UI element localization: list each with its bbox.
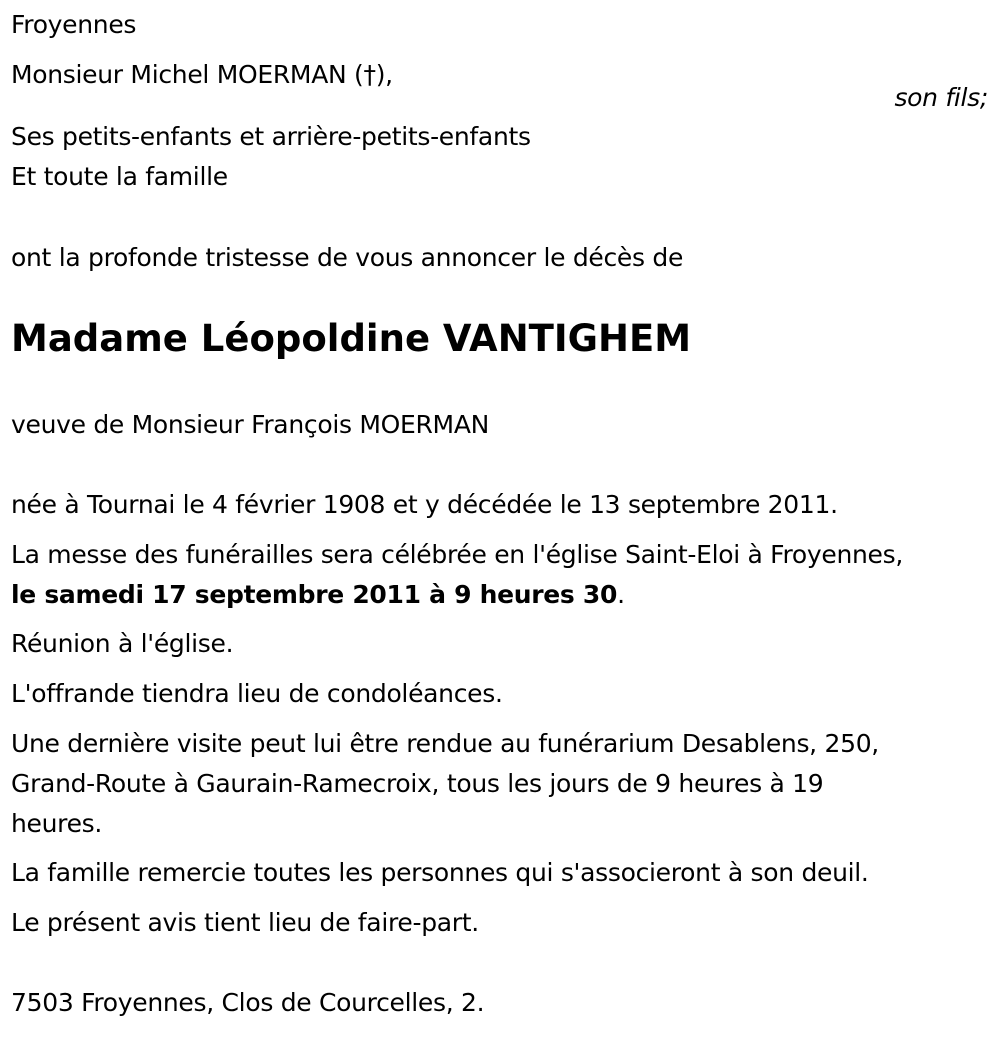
son-relation: son fils; xyxy=(894,83,988,112)
birth-death-line: née à Tournai le 4 février 1908 et y décédée le 13 septembre 2011. xyxy=(11,490,838,519)
mass-date: le samedi 17 septembre 2011 à 9 heures 30 xyxy=(11,580,618,609)
meeting-line: Réunion à l'église. xyxy=(11,629,234,658)
announcement-text: ont la profonde tristesse de vous annoncer le décès de xyxy=(11,243,684,272)
deceased-name: Madame Léopoldine VANTIGHEM xyxy=(11,317,692,360)
place-heading: Froyennes xyxy=(11,10,137,39)
grandchildren-line: Ses petits-enfants et arrière-petits-enfants xyxy=(11,122,531,151)
visit-line-1: Une dernière visite peut lui être rendue au funérarium Desablens, 250, xyxy=(11,729,879,758)
mass-date-line xyxy=(11,580,625,610)
family-line: Et toute la famille xyxy=(11,162,228,191)
visit-line-2: Grand-Route à Gaurain-Ramecroix, tous les jours de 9 heures à 19 xyxy=(11,769,824,798)
mass-date-end: . xyxy=(617,580,625,609)
son-name: Monsieur Michel MOERMAN (†), xyxy=(11,60,393,89)
visit-line-3: heures. xyxy=(11,809,103,838)
offering-line: L'offrande tiendra lieu de condoléances. xyxy=(11,679,503,708)
mass-line: La messe des funérailles sera célébrée en l'église Saint-Eloi à Froyennes, xyxy=(11,540,903,569)
address-line: 7503 Froyennes, Clos de Courcelles, 2. xyxy=(11,988,485,1017)
thanks-line: La famille remercie toutes les personnes qui s'associeront à son deuil. xyxy=(11,858,869,887)
notice-line: Le présent avis tient lieu de faire-part. xyxy=(11,908,479,937)
widow-of-line: veuve de Monsieur François MOERMAN xyxy=(11,410,490,439)
